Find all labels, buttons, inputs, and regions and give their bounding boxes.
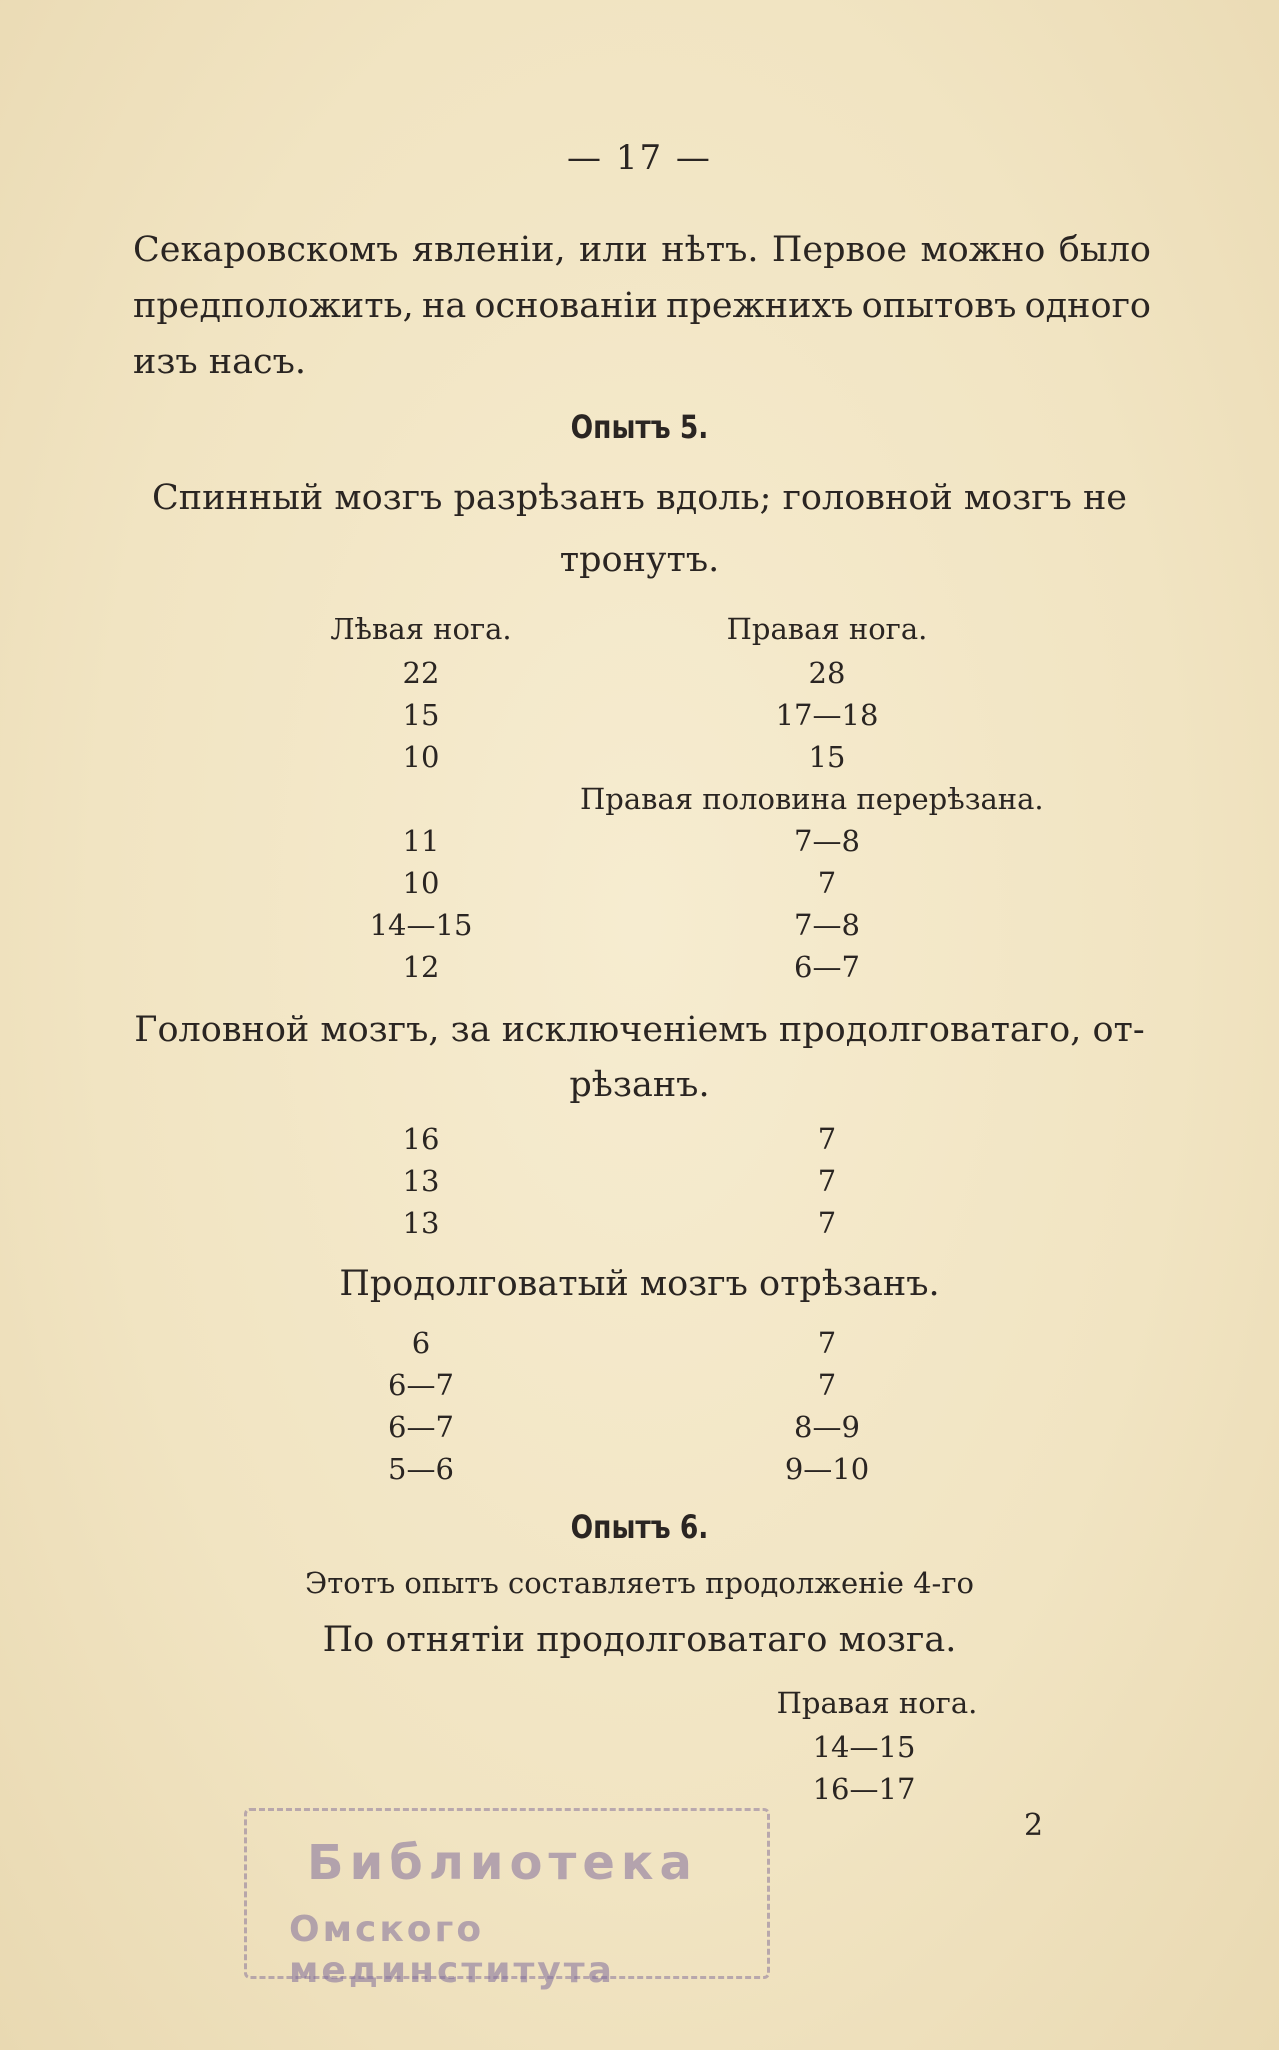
value-right: 7—8 bbox=[794, 908, 860, 942]
value-left: 10 bbox=[402, 740, 440, 774]
value-right: 14—15 bbox=[812, 1730, 916, 1764]
value-left: 6—7 bbox=[388, 1368, 454, 1402]
experiment-5-title: Опытъ 5. bbox=[570, 408, 709, 446]
after-medulla-removal-heading: По отнятіи продолговатаго мозга. bbox=[322, 1620, 957, 1660]
value-right: 7 bbox=[817, 1122, 837, 1156]
experiment-6-title: Опытъ 6. bbox=[570, 1508, 709, 1546]
value-left: 13 bbox=[402, 1206, 440, 1240]
word: можно bbox=[920, 230, 1046, 270]
value-left: 14—15 bbox=[369, 908, 473, 942]
intro-line-2 bbox=[133, 278, 1151, 334]
value-right: 15 bbox=[808, 740, 846, 774]
medulla-cut-heading: Продолговатый мозгъ отрѣзанъ. bbox=[339, 1264, 940, 1304]
value-right: 7—8 bbox=[794, 824, 860, 858]
sheet-signature-mark: 2 bbox=[1024, 1808, 1044, 1843]
value-right: 16—17 bbox=[812, 1772, 916, 1806]
intro-line-1 bbox=[133, 222, 1151, 278]
value-right: 8—9 bbox=[794, 1410, 860, 1444]
brain-cut-line-1: Головной мозгъ, за исключеніемъ продолговатаго, от- bbox=[134, 1010, 1145, 1050]
value-right: 7 bbox=[817, 866, 837, 900]
word: одного bbox=[1024, 286, 1151, 326]
value-left: 6—7 bbox=[388, 1410, 454, 1444]
right-half-cut-note: Правая половина перерѣзана. bbox=[580, 782, 1044, 816]
word: опытовъ bbox=[861, 286, 1017, 326]
value-right: 9—10 bbox=[784, 1452, 870, 1486]
word: или bbox=[579, 230, 648, 270]
value-right: 7 bbox=[817, 1164, 837, 1198]
word: нѣтъ. bbox=[661, 230, 759, 270]
experiment-5-condition-line-2: тронутъ. bbox=[559, 540, 720, 580]
word: явленіи, bbox=[411, 230, 566, 270]
value-left: 15 bbox=[402, 698, 440, 732]
library-stamp bbox=[244, 1808, 770, 1991]
value-left: 13 bbox=[402, 1164, 440, 1198]
right-leg-header: Правая нога. bbox=[726, 612, 928, 646]
value-left: 11 bbox=[402, 824, 440, 858]
page-number: — 17 — bbox=[567, 138, 712, 178]
stamp-line-1: Библиотека bbox=[307, 1835, 698, 1891]
value-right: 6—7 bbox=[794, 950, 860, 984]
value-right: 28 bbox=[808, 656, 846, 690]
word: Первое bbox=[771, 230, 908, 270]
value-left: 22 bbox=[402, 656, 440, 690]
word: изъ насъ. bbox=[133, 342, 307, 382]
value-left: 5—6 bbox=[388, 1452, 454, 1486]
value-left: 12 bbox=[402, 950, 440, 984]
word: основаніи bbox=[474, 286, 658, 326]
value-right: 7 bbox=[817, 1206, 837, 1240]
word: Секаровскомъ bbox=[133, 230, 399, 270]
right-leg-header: Правая нога. bbox=[776, 1686, 978, 1720]
word: было bbox=[1058, 230, 1151, 270]
intro-line-3 bbox=[133, 334, 1151, 390]
value-right: 7 bbox=[817, 1368, 837, 1402]
value-left: 10 bbox=[402, 866, 440, 900]
word: предположить, bbox=[133, 286, 414, 326]
brain-cut-line-2: рѣзанъ. bbox=[569, 1065, 710, 1105]
stamp-line-2: Омского мединститута bbox=[289, 1909, 615, 1991]
experiment-6-continuation: Этотъ опытъ составляетъ продолженіе 4-го bbox=[305, 1566, 974, 1600]
value-left: 6 bbox=[411, 1326, 431, 1360]
value-right: 17—18 bbox=[775, 698, 879, 732]
value-left: 16 bbox=[402, 1122, 440, 1156]
word: на bbox=[422, 286, 467, 326]
word: прежнихъ bbox=[666, 286, 854, 326]
value-right: 7 bbox=[817, 1326, 837, 1360]
experiment-5-condition-line-1: Спинный мозгъ разрѣзанъ вдоль; головной мозгъ не bbox=[151, 478, 1128, 518]
left-leg-header: Лѣвая нога. bbox=[330, 612, 512, 646]
intro-paragraph bbox=[133, 222, 1151, 390]
